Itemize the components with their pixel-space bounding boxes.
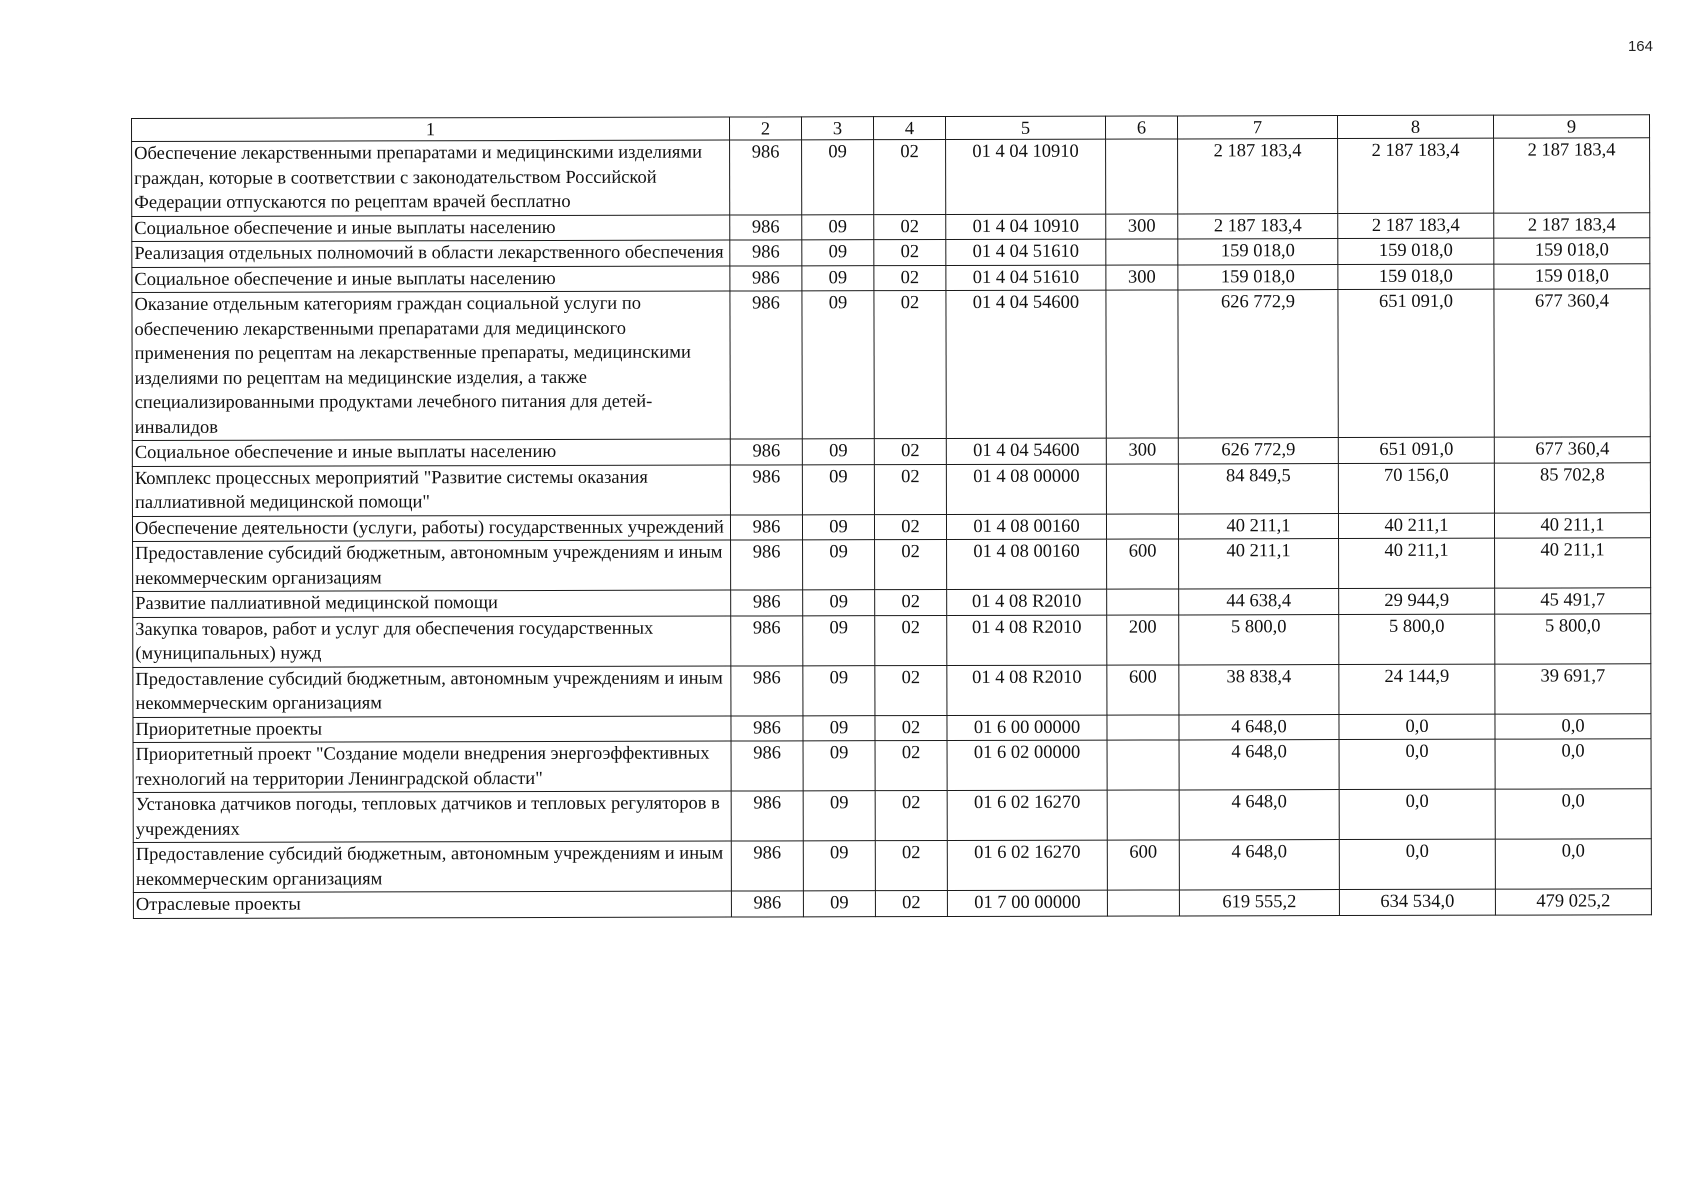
amount-col7-cell: 38 838,4 — [1179, 664, 1339, 714]
section-cell: 09 — [803, 741, 875, 791]
subsection-cell: 02 — [875, 841, 947, 891]
amount-col9-cell: 40 211,1 — [1495, 538, 1651, 588]
subsection-cell: 02 — [875, 665, 947, 715]
amount-col8-cell: 2 187 183,4 — [1338, 138, 1494, 213]
target-article-cell: 01 4 08 00160 — [947, 539, 1107, 589]
table-row — [132, 462, 1650, 516]
amount-col7-cell: 84 849,5 — [1178, 463, 1338, 513]
admin-code-cell: 986 — [731, 715, 803, 741]
subsection-cell: 02 — [874, 439, 946, 465]
admin-code-cell: 986 — [730, 265, 802, 291]
admin-code-cell: 986 — [730, 140, 802, 215]
amount-col7-cell: 4 648,0 — [1179, 740, 1339, 790]
amount-col9-cell: 677 360,4 — [1494, 437, 1650, 463]
target-article-cell: 01 4 04 51610 — [946, 265, 1106, 291]
amount-col7-cell: 4 648,0 — [1179, 714, 1339, 740]
amount-col8-cell: 0,0 — [1339, 714, 1495, 740]
amount-col9-cell: 159 018,0 — [1494, 263, 1650, 289]
section-cell: 09 — [802, 214, 874, 240]
row-name-cell: Обеспечение лекарственными препаратами и медицинскими изделиями граждан, которые в соответствии с законодательством Российской Федерации отпускаются по рецептам врачей бесплатно — [132, 140, 730, 216]
row-name-cell: Реализация отдельных полномочий в области лекарственного обеспечения — [132, 240, 730, 267]
target-article-cell: 01 4 08 R2010 — [947, 665, 1107, 715]
amount-col9-cell: 2 187 183,4 — [1494, 212, 1650, 238]
row-name-cell: Предоставление субсидий бюджетным, автономным учреждениям и иным некоммерческим организациям — [133, 666, 731, 717]
section-cell: 09 — [802, 291, 874, 439]
table-row — [133, 538, 1651, 592]
row-name-cell: Закупка товаров, работ и услуг для обеспечения государственных (муниципальных) нужд — [133, 616, 731, 667]
admin-code-cell: 986 — [731, 540, 803, 590]
amount-col7-cell: 2 187 183,4 — [1178, 213, 1338, 239]
amount-col8-cell: 651 091,0 — [1338, 437, 1494, 463]
admin-code-cell: 986 — [731, 891, 803, 917]
expense-type-cell — [1106, 290, 1178, 438]
expense-type-cell: 300 — [1106, 213, 1178, 239]
target-article-cell: 01 4 04 54600 — [946, 438, 1106, 464]
expense-type-cell: 300 — [1106, 438, 1178, 464]
column-header: 3 — [801, 117, 873, 140]
row-name-cell: Социальное обеспечение и иные выплаты населению — [132, 215, 730, 242]
target-article-cell: 01 6 02 00000 — [947, 740, 1107, 790]
table-row — [132, 437, 1650, 466]
amount-col7-cell: 619 555,2 — [1179, 890, 1339, 916]
expense-type-cell — [1107, 714, 1179, 740]
expense-type-cell: 600 — [1107, 539, 1179, 589]
row-name-cell: Развитие паллиативной медицинской помощи — [133, 590, 731, 617]
row-name-cell: Обеспечение деятельности (услуги, работы) государственных учреждений — [132, 515, 730, 542]
table-row — [133, 739, 1651, 793]
section-cell: 09 — [802, 140, 874, 215]
subsection-cell: 02 — [875, 615, 947, 665]
amount-col9-cell: 0,0 — [1495, 739, 1651, 789]
amount-col9-cell: 5 800,0 — [1495, 613, 1651, 663]
section-cell: 09 — [803, 841, 875, 891]
amount-col9-cell: 40 211,1 — [1494, 512, 1650, 538]
amount-col7-cell: 40 211,1 — [1179, 539, 1339, 589]
amount-col7-cell: 44 638,4 — [1179, 589, 1339, 615]
table-row — [132, 512, 1650, 541]
subsection-cell: 02 — [875, 891, 947, 917]
amount-col8-cell: 40 211,1 — [1339, 538, 1495, 588]
table-row — [132, 289, 1650, 441]
table-row — [132, 212, 1650, 241]
amount-col9-cell: 45 491,7 — [1495, 588, 1651, 614]
target-article-cell: 01 4 04 54600 — [946, 290, 1106, 438]
amount-col9-cell: 159 018,0 — [1494, 238, 1650, 264]
amount-col9-cell: 479 025,2 — [1495, 889, 1651, 915]
subsection-cell: 02 — [874, 214, 946, 240]
admin-code-cell: 986 — [730, 214, 802, 240]
table-row — [133, 789, 1651, 843]
target-article-cell: 01 4 04 10910 — [946, 214, 1106, 240]
admin-code-cell: 986 — [731, 615, 803, 665]
admin-code-cell: 986 — [730, 514, 802, 540]
admin-code-cell: 986 — [730, 464, 802, 514]
section-cell: 09 — [802, 439, 874, 465]
column-header: 5 — [945, 116, 1105, 139]
table-row — [132, 138, 1650, 216]
row-name-cell: Приоритетные проекты — [133, 716, 731, 743]
column-header: 8 — [1337, 115, 1493, 138]
subsection-cell: 02 — [875, 590, 947, 616]
row-name-cell: Оказание отдельным категориям граждан социальной услуги по обеспечению лекарственными препаратами для медицинского применения по рецептам на лекарственные препараты, медицинскими изделиями по рецептам на медицинские изделия, а также специализированными продуктами лечебного питания для детей-инвалидов — [132, 291, 730, 440]
table-row — [133, 663, 1651, 717]
amount-col8-cell: 29 944,9 — [1339, 588, 1495, 614]
amount-col7-cell: 4 648,0 — [1179, 790, 1339, 840]
expense-type-cell: 200 — [1107, 614, 1179, 664]
table-row — [133, 713, 1651, 742]
amount-col7-cell: 5 800,0 — [1179, 614, 1339, 664]
row-name-cell: Социальное обеспечение и иные выплаты населению — [132, 439, 730, 466]
amount-col7-cell: 159 018,0 — [1178, 264, 1338, 290]
admin-code-cell: 986 — [730, 439, 802, 465]
table-row — [133, 839, 1651, 893]
expense-type-cell — [1107, 890, 1179, 916]
column-header: 4 — [873, 117, 945, 140]
target-article-cell: 01 4 08 00160 — [946, 514, 1106, 540]
page-number: 164 — [1627, 38, 1653, 55]
column-header: 9 — [1493, 115, 1649, 138]
expense-type-cell — [1107, 790, 1179, 840]
admin-code-cell: 986 — [731, 665, 803, 715]
target-article-cell: 01 4 08 00000 — [946, 464, 1106, 514]
table-row — [132, 238, 1650, 267]
section-cell: 09 — [803, 891, 875, 917]
admin-code-cell: 986 — [731, 791, 803, 841]
target-article-cell: 01 6 02 16270 — [947, 790, 1107, 840]
expense-type-cell — [1107, 740, 1179, 790]
target-article-cell: 01 7 00 00000 — [947, 890, 1107, 916]
section-cell: 09 — [803, 540, 875, 590]
amount-col8-cell: 24 144,9 — [1339, 664, 1495, 714]
expense-type-cell — [1106, 463, 1178, 513]
subsection-cell: 02 — [874, 514, 946, 540]
expense-type-cell — [1106, 239, 1178, 265]
amount-col9-cell: 39 691,7 — [1495, 663, 1651, 713]
amount-col8-cell: 40 211,1 — [1338, 513, 1494, 539]
admin-code-cell: 986 — [731, 841, 803, 891]
section-cell: 09 — [802, 265, 874, 291]
amount-col8-cell: 2 187 183,4 — [1338, 213, 1494, 239]
amount-col9-cell: 85 702,8 — [1494, 462, 1650, 512]
amount-col9-cell: 0,0 — [1495, 789, 1651, 839]
amount-col8-cell: 159 018,0 — [1338, 238, 1494, 264]
table-row — [133, 613, 1651, 667]
amount-col9-cell: 0,0 — [1495, 839, 1651, 889]
row-name-cell: Приоритетный проект "Создание модели внедрения энергоэффективных технологий на территории Ленинградской области" — [133, 741, 731, 792]
subsection-cell: 02 — [874, 240, 946, 266]
section-cell: 09 — [802, 514, 874, 540]
expense-type-cell: 600 — [1107, 664, 1179, 714]
amount-col7-cell: 2 187 183,4 — [1178, 139, 1338, 214]
admin-code-cell: 986 — [731, 590, 803, 616]
admin-code-cell: 986 — [731, 741, 803, 791]
section-cell: 09 — [803, 665, 875, 715]
row-name-cell: Комплекс процессных мероприятий "Развитие системы оказания паллиативной медицинской помощи" — [132, 465, 730, 516]
subsection-cell: 02 — [875, 540, 947, 590]
amount-col9-cell: 677 360,4 — [1494, 289, 1650, 437]
table-row — [133, 889, 1651, 918]
column-header: 1 — [132, 117, 730, 141]
table-body — [132, 138, 1652, 918]
amount-col7-cell: 159 018,0 — [1178, 239, 1338, 265]
expense-type-cell — [1107, 589, 1179, 615]
section-cell: 09 — [802, 464, 874, 514]
expense-type-cell: 600 — [1107, 840, 1179, 890]
target-article-cell: 01 6 00 00000 — [947, 715, 1107, 741]
amount-col8-cell: 0,0 — [1339, 739, 1495, 789]
amount-col7-cell: 4 648,0 — [1179, 840, 1339, 890]
target-article-cell: 01 6 02 16270 — [947, 840, 1107, 890]
target-article-cell: 01 4 08 R2010 — [947, 589, 1107, 615]
subsection-cell: 02 — [874, 464, 946, 514]
section-cell: 09 — [803, 791, 875, 841]
expense-type-cell: 300 — [1106, 264, 1178, 290]
column-header: 7 — [1177, 116, 1337, 139]
row-name-cell: Предоставление субсидий бюджетным, автономным учреждениям и иным некоммерческим организациям — [133, 841, 731, 892]
admin-code-cell: 986 — [730, 240, 802, 266]
amount-col8-cell: 0,0 — [1339, 789, 1495, 839]
amount-col8-cell: 634 534,0 — [1339, 889, 1495, 915]
subsection-cell: 02 — [875, 791, 947, 841]
admin-code-cell: 986 — [730, 291, 802, 439]
subsection-cell: 02 — [875, 741, 947, 791]
section-cell: 09 — [803, 590, 875, 616]
amount-col8-cell: 651 091,0 — [1338, 289, 1494, 437]
subsection-cell: 02 — [874, 265, 946, 291]
section-cell: 09 — [803, 715, 875, 741]
subsection-cell: 02 — [874, 140, 946, 215]
row-name-cell: Предоставление субсидий бюджетным, автономным учреждениям и иным некоммерческим организациям — [133, 540, 731, 591]
amount-col8-cell: 159 018,0 — [1338, 264, 1494, 290]
column-header: 6 — [1105, 116, 1177, 139]
amount-col8-cell: 0,0 — [1339, 839, 1495, 889]
target-article-cell: 01 4 04 51610 — [946, 239, 1106, 265]
amount-col9-cell: 0,0 — [1495, 713, 1651, 739]
amount-col7-cell: 40 211,1 — [1178, 513, 1338, 539]
target-article-cell: 01 4 04 10910 — [946, 139, 1106, 214]
target-article-cell: 01 4 08 R2010 — [947, 615, 1107, 665]
column-header: 2 — [729, 117, 801, 140]
expense-type-cell — [1106, 139, 1178, 214]
subsection-cell: 02 — [874, 291, 946, 439]
row-name-cell: Установка датчиков погоды, тепловых датчиков и тепловых регуляторов в учреждениях — [133, 791, 731, 842]
row-name-cell: Отраслевые проекты — [133, 891, 731, 918]
row-name-cell: Социальное обеспечение и иные выплаты населению — [132, 266, 730, 293]
amount-col8-cell: 5 800,0 — [1339, 614, 1495, 664]
table-row — [133, 588, 1651, 617]
expense-type-cell — [1106, 513, 1178, 539]
section-cell: 09 — [803, 615, 875, 665]
budget-table — [131, 114, 1652, 918]
amount-col8-cell: 70 156,0 — [1338, 463, 1494, 513]
amount-col9-cell: 2 187 183,4 — [1494, 138, 1650, 213]
section-cell: 09 — [802, 240, 874, 266]
table-row — [132, 263, 1650, 292]
amount-col7-cell: 626 772,9 — [1178, 438, 1338, 464]
amount-col7-cell: 626 772,9 — [1178, 290, 1338, 438]
subsection-cell: 02 — [875, 715, 947, 741]
